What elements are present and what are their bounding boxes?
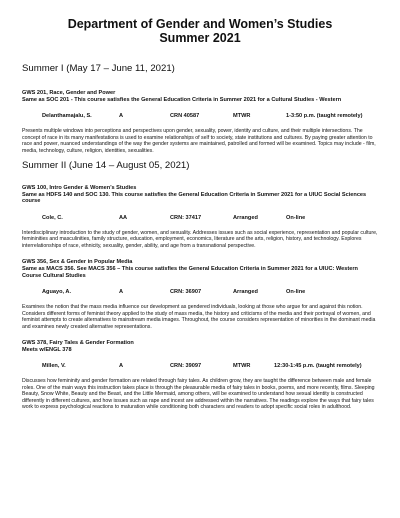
course-instructor: Delanthamajalu, S. (42, 113, 92, 120)
course-meta-row (22, 289, 378, 296)
course-note: Same as MACS 356. See MACS 356 – This course satisfies the General Education Criteria in Summer 2021 for a UIUC: Western Course Cultural Studies (22, 266, 358, 279)
course-note: Same as SOC 201 - This course satisfies the General Education Criteria in Summer 2021 for a Cultural Studies - Western (22, 96, 342, 103)
course-time: 1-3:50 p.m. (taught remotely) (286, 113, 363, 120)
course-title: GWS 356, Sex & Gender in Popular Media (22, 259, 133, 266)
course-title: GWS 100, Intro Gender & Women’s Studies (22, 185, 137, 192)
course-description: Presents multiple windows into perceptions and perspectives upon gender, sexuality, power, identity and culture, and their multiple intersections. The concept of race in its many manifestations is used to examine relationships of self to society, state institutions and cultures. By paying greater attention to race and power, nuanced understandings of the way the gender systems are maintained, patrolled and formed will be examined. Topics may include - film, media, technology, culture, religion, identities, sexualities. (22, 128, 376, 154)
course-time: On-line (286, 289, 306, 296)
course-days: Arranged (233, 289, 258, 296)
course-instructor: Millen, V. (42, 363, 66, 370)
course-days: Arranged (233, 214, 258, 221)
course-description: Interdisciplinary introduction to the study of gender, women, and sexuality. Addresses issues such as social experience, representation and popular culture, femininities and masculinities, family structure, education, employment, economics, literature and the arts, religion, history, and technology. Explores interrelationships of race, ethnicity, sexuality, gender, ability, and age from a transnational perspective. (22, 229, 378, 249)
course-section: A (119, 113, 124, 120)
section-heading-summer-2: Summer II (June 14 – August 05, 2021) (22, 160, 190, 172)
course-gws-201 (22, 90, 378, 154)
course-crn: CRN: 37417 (170, 214, 202, 221)
course-description: Discusses how femininity and gender formation are related through fairy tales. As children grow, they are taught the difference between male and female roles. One of the main ways this instruction takes place is through the pleasurable media of fairy tales in books, poems, and more recently, films. Sleeping Beauty, Snow White, Beauty and the Beast, and the Little Mermaid, among others, will be examined to understand how sexual identity is constructed differently in different cultures, and how issues such as rape and incest are addressed within the narratives. The readings explore the ways that fairy tales work to express psychological reactions to maturation while conditioning both characters and readers to adopt specific social roles in adulthood. (22, 378, 375, 411)
course-instructor: Aguayo, A. (42, 289, 72, 296)
term-title: Summer 2021 (159, 31, 241, 45)
department-title: Department of Gender and Women’s Studies (67, 17, 333, 31)
course-note: Meets w/ENGL 378 (22, 346, 72, 353)
course-note: Same as HDFS 140 and SOC 130. This course satisfies the General Education Criteria in Summer 2021 for a UIUC Social Sciences course (22, 191, 367, 205)
course-crn: CRN: 39097 (170, 363, 202, 370)
course-gws-100 (22, 185, 378, 249)
course-instructor: Cole, C. (42, 214, 63, 221)
course-section: A (119, 363, 124, 370)
section-heading-summer-1: Summer I (May 17 – June 11, 2021) (22, 63, 175, 74)
course-gws-378 (22, 340, 378, 411)
course-section: A (119, 289, 124, 296)
course-title: GWS 378, Fairy Tales & Gender Formation (22, 340, 134, 347)
course-time: 12:30-1:45 p.m. (taught remotely) (274, 363, 362, 370)
course-meta-row (22, 215, 378, 222)
course-meta-row (22, 363, 378, 370)
course-description: Examines the notion that the mass media influence our development as gendered individuals, looking at those who argue for and against this notion. Considers different forms of feminist theory applied to the study of mass media, the history and criticisms of the media and their portrayal of women, and feminist attempts to create alternatives to mainstream media images. Throughout, the course considers representation of minorities in the dominant media and examines newly created alternative representations. (22, 304, 376, 330)
course-crn: CRN 40587 (170, 113, 200, 120)
course-gws-356 (22, 259, 378, 330)
course-title: GWS 201, Race, Gender and Power (22, 90, 116, 96)
course-time: On-line (286, 214, 306, 221)
course-meta-row (22, 113, 378, 120)
course-crn: CRN: 36907 (170, 289, 202, 296)
course-section: AA (119, 214, 128, 221)
course-days: MTWR (233, 113, 251, 120)
course-days: MTWR (233, 363, 251, 370)
